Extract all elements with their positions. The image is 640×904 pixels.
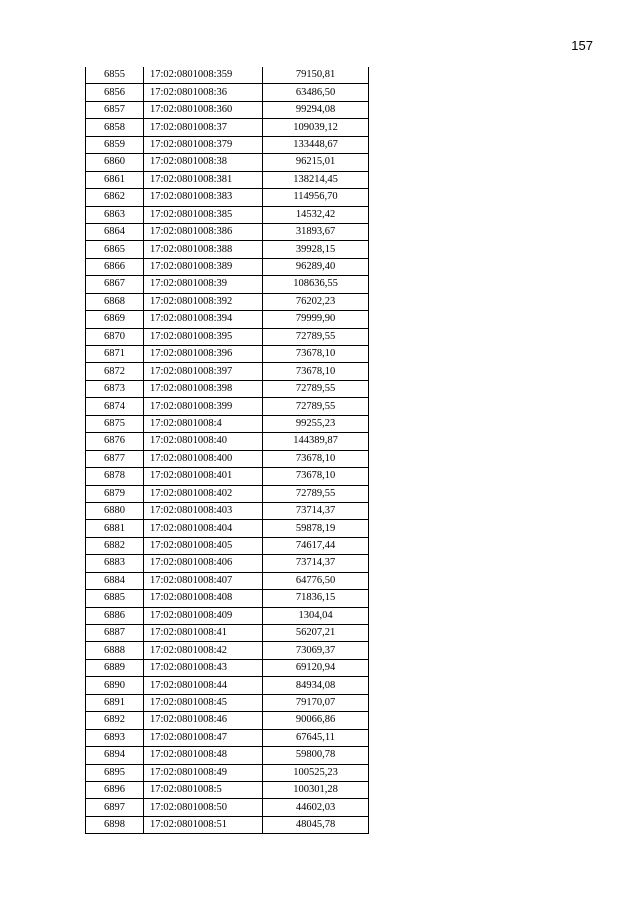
table-row xyxy=(86,189,369,206)
row-number-cell: 6880 xyxy=(86,502,144,519)
row-number-cell: 6887 xyxy=(86,625,144,642)
table-row xyxy=(86,276,369,293)
cadastral-value-cell: 72789,55 xyxy=(263,328,369,345)
table-row xyxy=(86,659,369,676)
row-number-cell: 6867 xyxy=(86,276,144,293)
row-number-cell: 6884 xyxy=(86,572,144,589)
table-row xyxy=(86,346,369,363)
cadastral-number-cell: 17:02:0801008:385 xyxy=(144,206,263,223)
cadastral-number-cell: 17:02:0801008:41 xyxy=(144,625,263,642)
row-number-cell: 6895 xyxy=(86,764,144,781)
cadastral-value-cell: 108636,55 xyxy=(263,276,369,293)
cadastral-value-cell: 73678,10 xyxy=(263,346,369,363)
cadastral-value-cell: 99255,23 xyxy=(263,415,369,432)
cadastral-value-cell: 133448,67 xyxy=(263,136,369,153)
row-number-cell: 6890 xyxy=(86,677,144,694)
cadastral-number-cell: 17:02:0801008:402 xyxy=(144,485,263,502)
table-row xyxy=(86,572,369,589)
table-row xyxy=(86,67,369,84)
row-number-cell: 6885 xyxy=(86,590,144,607)
table-row xyxy=(86,154,369,171)
cadastral-value-cell: 73069,37 xyxy=(263,642,369,659)
cadastral-number-cell: 17:02:0801008:403 xyxy=(144,502,263,519)
row-number-cell: 6869 xyxy=(86,311,144,328)
cadastral-number-cell: 17:02:0801008:406 xyxy=(144,555,263,572)
cadastral-number-cell: 17:02:0801008:46 xyxy=(144,712,263,729)
cadastral-value-cell: 72789,55 xyxy=(263,398,369,415)
table-row xyxy=(86,694,369,711)
row-number-cell: 6891 xyxy=(86,694,144,711)
row-number-cell: 6865 xyxy=(86,241,144,258)
cadastral-value-cell: 64776,50 xyxy=(263,572,369,589)
table-row xyxy=(86,520,369,537)
cadastral-value-cell: 72789,55 xyxy=(263,380,369,397)
row-number-cell: 6892 xyxy=(86,712,144,729)
cadastral-number-cell: 17:02:0801008:44 xyxy=(144,677,263,694)
row-number-cell: 6874 xyxy=(86,398,144,415)
cadastral-value-cell: 99294,08 xyxy=(263,101,369,118)
row-number-cell: 6877 xyxy=(86,450,144,467)
cadastral-value-cell: 1304,04 xyxy=(263,607,369,624)
row-number-cell: 6861 xyxy=(86,171,144,188)
cadastral-number-cell: 17:02:0801008:397 xyxy=(144,363,263,380)
cadastral-value-cell: 67645,11 xyxy=(263,729,369,746)
cadastral-value-cell: 74617,44 xyxy=(263,537,369,554)
cadastral-number-cell: 17:02:0801008:394 xyxy=(144,311,263,328)
table-row xyxy=(86,433,369,450)
table-row xyxy=(86,258,369,275)
row-number-cell: 6896 xyxy=(86,781,144,798)
table-row xyxy=(86,625,369,642)
cadastral-value-cell: 138214,45 xyxy=(263,171,369,188)
cadastral-value-cell: 114956,70 xyxy=(263,189,369,206)
cadastral-number-cell: 17:02:0801008:398 xyxy=(144,380,263,397)
row-number-cell: 6857 xyxy=(86,101,144,118)
table-row xyxy=(86,642,369,659)
cadastral-number-cell: 17:02:0801008:395 xyxy=(144,328,263,345)
table-row xyxy=(86,119,369,136)
table-row xyxy=(86,171,369,188)
table-row xyxy=(86,415,369,432)
cadastral-number-cell: 17:02:0801008:36 xyxy=(144,84,263,101)
table-row xyxy=(86,363,369,380)
cadastral-number-cell: 17:02:0801008:386 xyxy=(144,223,263,240)
cadastral-value-cell: 59878,19 xyxy=(263,520,369,537)
row-number-cell: 6875 xyxy=(86,415,144,432)
cadastral-number-cell: 17:02:0801008:383 xyxy=(144,189,263,206)
cadastral-value-cell: 96215,01 xyxy=(263,154,369,171)
cadastral-number-cell: 17:02:0801008:4 xyxy=(144,415,263,432)
cadastral-number-cell: 17:02:0801008:407 xyxy=(144,572,263,589)
cadastral-value-cell: 56207,21 xyxy=(263,625,369,642)
table-row xyxy=(86,84,369,101)
table-row xyxy=(86,136,369,153)
cadastral-number-cell: 17:02:0801008:37 xyxy=(144,119,263,136)
cadastral-number-cell: 17:02:0801008:392 xyxy=(144,293,263,310)
cadastral-value-cell: 73678,10 xyxy=(263,450,369,467)
row-number-cell: 6859 xyxy=(86,136,144,153)
cadastral-number-cell: 17:02:0801008:45 xyxy=(144,694,263,711)
table-row xyxy=(86,799,369,816)
row-number-cell: 6866 xyxy=(86,258,144,275)
table-row xyxy=(86,241,369,258)
row-number-cell: 6878 xyxy=(86,468,144,485)
cadastral-number-cell: 17:02:0801008:405 xyxy=(144,537,263,554)
cadastral-value-cell: 76202,23 xyxy=(263,293,369,310)
table-row xyxy=(86,223,369,240)
table-row xyxy=(86,293,369,310)
table-row xyxy=(86,485,369,502)
cadastral-number-cell: 17:02:0801008:39 xyxy=(144,276,263,293)
cadastral-value-cell: 71836,15 xyxy=(263,590,369,607)
row-number-cell: 6855 xyxy=(86,67,144,84)
table-row xyxy=(86,729,369,746)
table-row xyxy=(86,537,369,554)
table-row xyxy=(86,590,369,607)
row-number-cell: 6898 xyxy=(86,816,144,833)
cadastral-value-cell: 39928,15 xyxy=(263,241,369,258)
table-row xyxy=(86,677,369,694)
cadastral-value-cell: 59800,78 xyxy=(263,747,369,764)
cadastral-value-cell: 63486,50 xyxy=(263,84,369,101)
table-row xyxy=(86,816,369,833)
cadastral-number-cell: 17:02:0801008:40 xyxy=(144,433,263,450)
row-number-cell: 6864 xyxy=(86,223,144,240)
cadastral-number-cell: 17:02:0801008:408 xyxy=(144,590,263,607)
table-row xyxy=(86,502,369,519)
cadastral-value-cell: 144389,87 xyxy=(263,433,369,450)
table-body xyxy=(86,67,369,834)
row-number-cell: 6889 xyxy=(86,659,144,676)
cadastral-value-cell: 48045,78 xyxy=(263,816,369,833)
cadastral-number-cell: 17:02:0801008:381 xyxy=(144,171,263,188)
cadastral-number-cell: 17:02:0801008:404 xyxy=(144,520,263,537)
row-number-cell: 6888 xyxy=(86,642,144,659)
table-row xyxy=(86,764,369,781)
cadastral-number-cell: 17:02:0801008:49 xyxy=(144,764,263,781)
page-number: 157 xyxy=(571,38,593,53)
row-number-cell: 6856 xyxy=(86,84,144,101)
cadastral-value-cell: 84934,08 xyxy=(263,677,369,694)
cadastral-number-cell: 17:02:0801008:359 xyxy=(144,67,263,84)
row-number-cell: 6871 xyxy=(86,346,144,363)
table-row xyxy=(86,712,369,729)
table-row xyxy=(86,607,369,624)
row-number-cell: 6883 xyxy=(86,555,144,572)
cadastral-value-cell: 90066,86 xyxy=(263,712,369,729)
row-number-cell: 6863 xyxy=(86,206,144,223)
table-row xyxy=(86,328,369,345)
cadastral-number-cell: 17:02:0801008:48 xyxy=(144,747,263,764)
cadastral-value-cell: 72789,55 xyxy=(263,485,369,502)
row-number-cell: 6873 xyxy=(86,380,144,397)
cadastral-number-cell: 17:02:0801008:409 xyxy=(144,607,263,624)
row-number-cell: 6897 xyxy=(86,799,144,816)
row-number-cell: 6894 xyxy=(86,747,144,764)
table-row xyxy=(86,450,369,467)
cadastral-number-cell: 17:02:0801008:388 xyxy=(144,241,263,258)
row-number-cell: 6862 xyxy=(86,189,144,206)
table-row xyxy=(86,101,369,118)
row-number-cell: 6886 xyxy=(86,607,144,624)
table-row xyxy=(86,206,369,223)
cadastral-number-cell: 17:02:0801008:43 xyxy=(144,659,263,676)
row-number-cell: 6860 xyxy=(86,154,144,171)
row-number-cell: 6868 xyxy=(86,293,144,310)
cadastral-value-cell: 79170,07 xyxy=(263,694,369,711)
table-row xyxy=(86,311,369,328)
row-number-cell: 6872 xyxy=(86,363,144,380)
cadastral-number-cell: 17:02:0801008:399 xyxy=(144,398,263,415)
cadastral-value-cell: 44602,03 xyxy=(263,799,369,816)
cadastral-number-cell: 17:02:0801008:51 xyxy=(144,816,263,833)
row-number-cell: 6858 xyxy=(86,119,144,136)
cadastral-number-cell: 17:02:0801008:5 xyxy=(144,781,263,798)
cadastral-value-cell: 109039,12 xyxy=(263,119,369,136)
cadastral-number-cell: 17:02:0801008:50 xyxy=(144,799,263,816)
cadastral-value-cell: 73678,10 xyxy=(263,363,369,380)
cadastral-value-cell: 96289,40 xyxy=(263,258,369,275)
cadastral-value-cell: 100525,23 xyxy=(263,764,369,781)
cadastral-value-cell: 100301,28 xyxy=(263,781,369,798)
cadastral-value-cell: 79150,81 xyxy=(263,67,369,84)
row-number-cell: 6882 xyxy=(86,537,144,554)
cadastral-number-cell: 17:02:0801008:401 xyxy=(144,468,263,485)
cadastral-value-cell: 73714,37 xyxy=(263,502,369,519)
cadastral-value-cell: 69120,94 xyxy=(263,659,369,676)
cadastral-number-cell: 17:02:0801008:47 xyxy=(144,729,263,746)
cadastral-number-cell: 17:02:0801008:379 xyxy=(144,136,263,153)
table-row xyxy=(86,555,369,572)
table-row xyxy=(86,781,369,798)
table-row xyxy=(86,380,369,397)
cadastral-number-cell: 17:02:0801008:42 xyxy=(144,642,263,659)
cadastral-value-cell: 73678,10 xyxy=(263,468,369,485)
cadastral-number-cell: 17:02:0801008:38 xyxy=(144,154,263,171)
row-number-cell: 6870 xyxy=(86,328,144,345)
cadastral-number-cell: 17:02:0801008:396 xyxy=(144,346,263,363)
cadastral-number-cell: 17:02:0801008:360 xyxy=(144,101,263,118)
table-row xyxy=(86,747,369,764)
cadastral-value-cell: 79999,90 xyxy=(263,311,369,328)
cadastral-number-cell: 17:02:0801008:389 xyxy=(144,258,263,275)
cadastral-value-table xyxy=(85,67,369,834)
table-row xyxy=(86,398,369,415)
cadastral-value-cell: 14532,42 xyxy=(263,206,369,223)
row-number-cell: 6876 xyxy=(86,433,144,450)
row-number-cell: 6893 xyxy=(86,729,144,746)
cadastral-number-cell: 17:02:0801008:400 xyxy=(144,450,263,467)
cadastral-value-cell: 31893,67 xyxy=(263,223,369,240)
cadastral-value-cell: 73714,37 xyxy=(263,555,369,572)
table-row xyxy=(86,468,369,485)
row-number-cell: 6879 xyxy=(86,485,144,502)
row-number-cell: 6881 xyxy=(86,520,144,537)
